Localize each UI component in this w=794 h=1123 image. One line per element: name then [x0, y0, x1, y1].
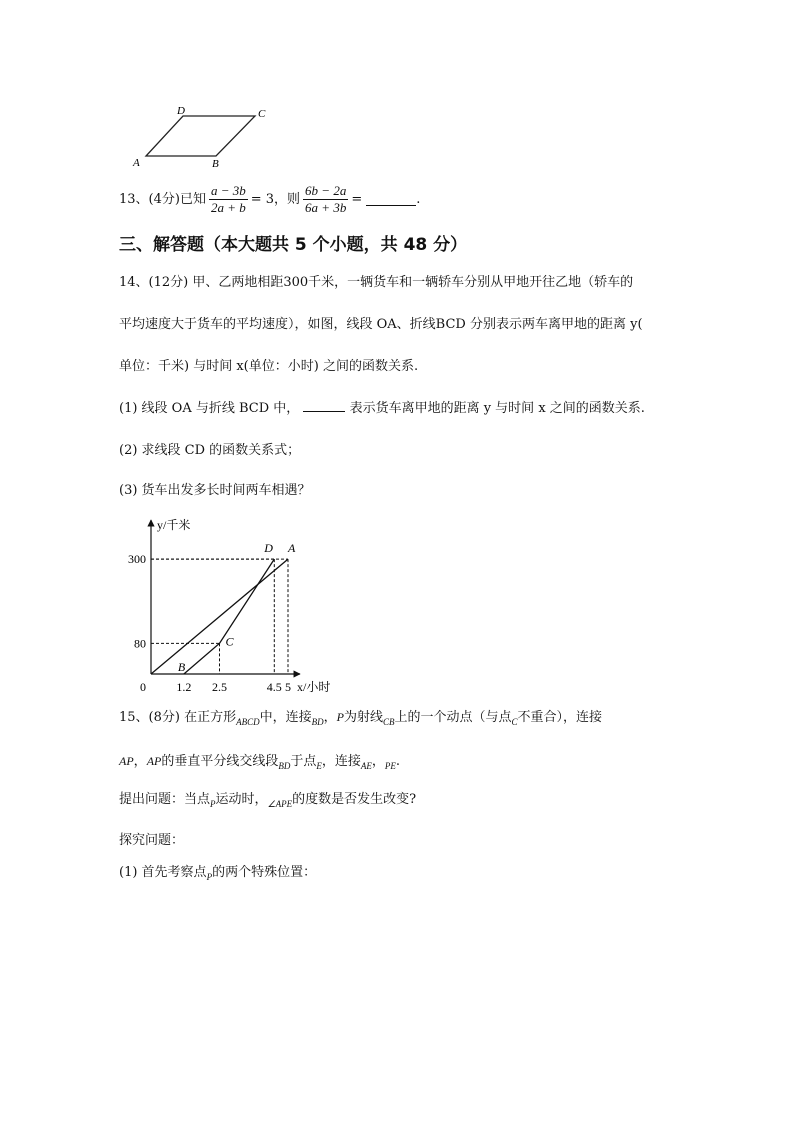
q14-part-1 [119, 399, 645, 418]
q15-line-4: 探究问题： [119, 833, 185, 848]
sym-AE: AE [360, 761, 372, 771]
q15-l2d: ，连接 [321, 754, 361, 769]
q13-given-fraction [209, 183, 248, 216]
q13-end: . [416, 191, 421, 207]
sym-BD-2: BD [278, 761, 291, 771]
x-tick-label: 1.2 [176, 680, 192, 694]
q14-line-1: 14、(12分) 甲、乙两地相距300千米，一辆货车和一辆轿车分别从甲地开往乙地（轿车的 [119, 275, 634, 290]
q13-eq: = [351, 191, 363, 207]
x-tick-label: 2.5 [212, 680, 227, 694]
point-label-D: D [264, 541, 273, 556]
q13-ask-den: 6a + 3b [305, 200, 347, 215]
label-D: D [177, 105, 185, 117]
q15-line-1 [119, 708, 602, 731]
q14-p1-pre: (1) 线段 OA 与折线 BCD 中， [119, 401, 300, 416]
q15-line-2 [119, 752, 400, 775]
q14-p1-post: 表示货车离甲地的距离 y 与时间 x 之间的函数关系. [349, 401, 645, 416]
sym-PE: PE [384, 761, 396, 771]
sym-ABCD: ABCD [236, 717, 260, 727]
q15-l1f: 不重合），连接 [517, 710, 603, 725]
sym-AP-1: AP [119, 754, 134, 768]
y-tick-label: 80 [134, 636, 146, 651]
series-line-OA [151, 559, 288, 674]
x-axis-label: x/小时 [297, 680, 331, 694]
q14-part-2: (2) 求线段 CD 的函数关系式； [119, 443, 301, 458]
q14-part-3: (3) 货车出发多长时间两车相遇？ [119, 483, 311, 498]
sym-E: E [316, 761, 322, 771]
q15-l5a: (1) 首先考察点 [119, 865, 207, 880]
q15-l2f: . [395, 754, 401, 769]
point-label-B: B [177, 660, 186, 674]
label-A: A [133, 157, 140, 169]
section-3-heading: 三、解答题（本大题共 5 个小题，共 48 分） [119, 235, 468, 255]
series-line-BCD [184, 559, 274, 674]
label-B: B [212, 158, 219, 170]
q13-given-num: a − 3b [210, 183, 246, 198]
q13-ask-fraction [303, 183, 348, 216]
q15-l2a: ， [133, 754, 147, 769]
sym-P: P [336, 710, 344, 724]
q13-prefix: 13、(4分)已知 [119, 191, 206, 207]
q15-l1c: ， [323, 710, 337, 725]
point-label-A: A [288, 541, 296, 556]
q15-l2b: 的垂直平分线交线段 [161, 754, 279, 769]
q13-given-rhs: = 3，则 [250, 191, 301, 207]
sym-APE: ∠APE [267, 799, 293, 809]
sym-P-3: P [206, 872, 213, 882]
label-C: C [258, 108, 266, 120]
q15-l1a: 15、(8分) 在正方形 [119, 710, 237, 725]
q15-l3c: 的度数是否发生改变? [292, 792, 417, 807]
question-13 [119, 183, 420, 216]
q13-given-den: 2a + b [210, 200, 246, 215]
q13-answer-blank[interactable] [366, 193, 416, 206]
q15-line-5 [119, 864, 316, 886]
q15-l2c: 于点 [290, 754, 317, 769]
q15-l1d: 为射线 [343, 710, 383, 725]
sym-P-2: P [210, 799, 216, 809]
distance-time-chart [115, 512, 355, 697]
point-label-C: C [225, 634, 234, 649]
parallelogram-figure [125, 100, 275, 170]
sym-BD: BD [311, 717, 324, 727]
q15-l2e: ， [371, 754, 385, 769]
sym-CB: CB [382, 717, 395, 727]
q14-line-2: 平均速度大于货车的平均速度），如图，线段 OA、折线BCD 分别表示两车离甲地的距离 y( [119, 317, 643, 332]
q15-l1e: 上的一个动点（与点 [394, 710, 512, 725]
y-tick-label: 300 [128, 552, 146, 567]
x-tick-label: 5 [285, 680, 291, 694]
q13-ask-num: 6b − 2a [305, 183, 347, 198]
sym-C: C [511, 717, 518, 727]
q15-l1b: 中，连接 [259, 710, 312, 725]
q15-l3a: 提出问题：当点 [119, 792, 211, 807]
parallelogram-shape [146, 116, 255, 156]
x-tick-label: 0 [140, 680, 146, 694]
x-tick-label: 4.5 [266, 680, 282, 694]
q15-l5b: 的两个特殊位置： [212, 865, 317, 880]
q14-p1-blank[interactable] [303, 399, 345, 412]
q15-line-3 [119, 791, 416, 813]
y-axis-label: y/千米 [157, 518, 191, 532]
q15-l3b: 运动时， [215, 792, 268, 807]
sym-AP-2: AP [146, 754, 162, 768]
q14-line-3: 单位：千米) 与时间 x(单位：小时) 之间的函数关系. [119, 359, 419, 374]
